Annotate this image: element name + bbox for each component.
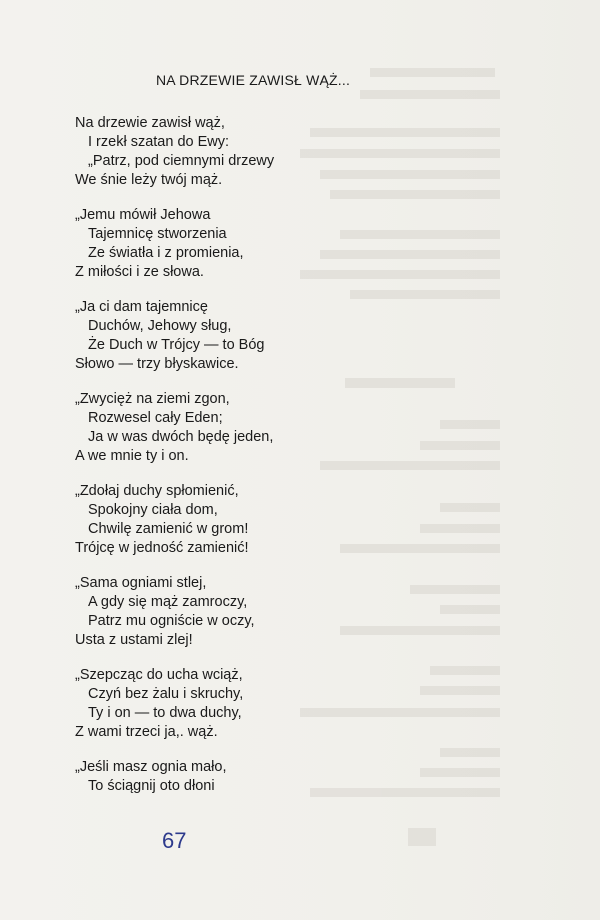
poem-title: NA DRZEWIE ZAWISŁ WĄŻ... <box>156 72 351 88</box>
poem-line: Rozwesel cały Eden; <box>88 410 223 426</box>
poem-line: „Jeśli masz ognia mało, <box>75 759 227 775</box>
poem-line: Czyń bez żalu i skruchy, <box>88 686 244 702</box>
poem-line: Chwilę zamienić w grom! <box>88 521 249 537</box>
poem-line: Tajemnicę stworzenia <box>88 226 227 242</box>
poem-line: Na drzewie zawisł wąż, <box>75 115 225 131</box>
poem-line: „Patrz, pod ciemnymi drzewy <box>88 153 275 169</box>
poem-line: Trójcę w jedność zamienić! <box>75 540 249 556</box>
poem-line: I rzekł szatan do Ewy: <box>88 134 230 150</box>
poem-line: „Jemu mówił Jehowa <box>75 207 211 223</box>
poem-line: „Zwycięż na ziemi zgon, <box>75 391 230 407</box>
poem-line: Że Duch w Trójcy — to Bóg <box>88 337 265 353</box>
poem-line: Ty i on — to dwa duchy, <box>88 705 242 721</box>
poem-line: „Sama ogniami stlej, <box>75 575 207 591</box>
poem-line: A we mnie ty i on. <box>75 448 189 464</box>
poem-line: Patrz mu ogniście w oczy, <box>88 613 255 629</box>
poem-line: Spokojny ciała dom, <box>88 502 218 518</box>
poem-line: Słowo — trzy błyskawice. <box>75 356 239 372</box>
poem-line: We śnie leży twój mąż. <box>75 172 223 188</box>
poem-line: Duchów, Jehowy sług, <box>88 318 232 334</box>
poem-line: Z wami trzeci ja,. wąż. <box>75 724 218 740</box>
poem-line: „Zdołaj duchy spłomienić, <box>75 483 239 499</box>
poem-line: A gdy się mąż zamroczy, <box>88 594 248 610</box>
poem-line: To ściągnij oto dłoni <box>88 778 215 794</box>
poem-line: Ja w was dwóch będę jeden, <box>88 429 274 445</box>
poem-line: „Szepcząc do ucha wciąż, <box>75 667 243 683</box>
poem-line: Z miłości i ze słowa. <box>75 264 204 280</box>
poem-line: „Ja ci dam tajemnicę <box>75 299 208 315</box>
page-number: 67 <box>162 828 187 853</box>
poem-line: Ze światła i z promienia, <box>88 245 244 261</box>
poem-line: Usta z ustami zlej! <box>75 632 193 648</box>
